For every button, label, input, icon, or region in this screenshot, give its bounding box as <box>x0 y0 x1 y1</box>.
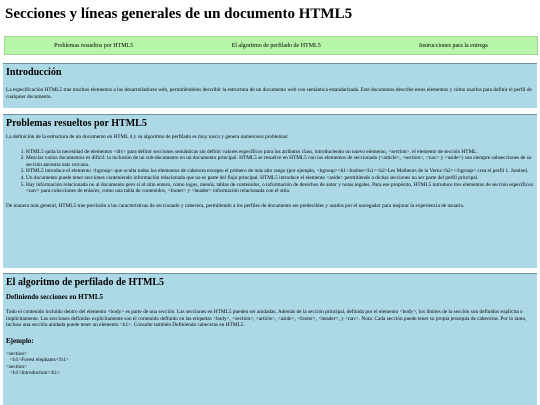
nav-link-problemas[interactable]: Problemas resueltos por HTML5 <box>54 42 134 49</box>
problem-item: 4. Un documento puede tener secciones conteniendo información relacionada que no es parte del flujo principal. HTML5 introduce el elemento <aside> permitiendo a dichas secciones no ser parte del perfil principal. <box>26 175 535 182</box>
top-nav <box>4 36 538 55</box>
problems-lead: La definición de la estructura de un documento en HTML 4 y su algoritmo de perfilado es muy tosco y genera numerosos problemas: <box>6 134 289 140</box>
intro-heading: Introducción <box>6 67 62 78</box>
problems-list <box>6 149 535 195</box>
example-code: <section> <h1>Forest elephants</h1> <section> <h1>Introduction</h1> <box>6 350 69 377</box>
algorithm-text: Todo el contenido incluido dentro del elemento <body> es parte de una sección. Las secciones en HTML5 pueden ser anidadas. Además de la sección principal, definida por el elemento <body>, los límites de la sección son definidos explícita o implícitamente. Las secciones definidas explícitamente son el contenido definido en las etiquetas <body>, <section>, <article>, <aside>, <footer>, <header>, y <nav>. Nota: Cada sección puede tener su propia jerarquía de cabeceras. Por lo tanto, incluso una sección anidada puede tener un elemento <h1>. Consulte también Definiendo cabeceras en HTML5. <box>6 309 527 329</box>
nav-link-algoritmo[interactable]: El algoritmo de perfilado de HTML5 <box>231 42 321 49</box>
example-label: Ejemplo: <box>6 336 34 345</box>
algorithm-subheading: Definiendo secciones en HTML5 <box>6 293 104 301</box>
page-title: Secciones y líneas generales de un documento HTML5 <box>5 6 353 22</box>
intro-section <box>3 63 537 108</box>
problem-item: 2. Mezclar varios documentos es difícil: la inclusión de un sub-documento en un documento principal. HTML5 se resuelve en HTML5 con los elementos de seccionado (<article>, <section>, <nav> y <aside>) son siempre subsecciones de su sección ancestra más cercana. <box>26 155 535 168</box>
problems-section <box>3 114 537 268</box>
algorithm-heading: El algoritmo de perfilado de HTML5 <box>6 277 165 288</box>
problem-item: 5. Hay información relacionada no al documento pero sí al sitio entero, como logos, menús, tablas de contenidos, o información de derechos de autor y notas legales. Para ese propósito, HTML5 introduce tres elementos de sección específicos: <nav> para colecciones de enlaces, como una tabla de contenidos, <footer> y <header> información relacionada con el sitio. <box>26 182 535 195</box>
problems-heading: Problemas resueltos por HTML5 <box>6 118 147 129</box>
algorithm-section <box>3 273 537 405</box>
problems-closing: De manera más general, HTML5 trae precisión a las características de seccionado y cabecera, permitiendo a los perfiles de documento ser predecibles y usados por el navegador para mejorar la experiencia de usuario. <box>6 202 465 209</box>
intro-text: La especificación HTML5 trae muchos elementos a los desarrolladores web, permitiéndoles describir la estructura de un documento web con semántica estandarizada. Este documento describe estos elementos y cómo usarlos para definir el perfil de cualquier documento. <box>6 87 532 100</box>
problem-item: 3. HTML5 introduce el elemento <hgroup> que oculta todos los elementos de cabecera excepto el primero de más alto rango (por ejemplo, <hgroup><h1>Justine</h1><h2>Les Malheurs de la Vertu</h2></hgroup> crea el perfil 1. Justine). <box>26 168 535 175</box>
problem-item: 1. HTML5 quita la necesidad de elementos <div> para definir secciones semánticas sin definir valores específicos para los atributos class, introduciendo un nuevo elemento, <section>, el elemento de sección HTML. <box>26 149 535 156</box>
nav-link-instrucciones[interactable]: Instrucciones para la entrega <box>419 42 488 49</box>
